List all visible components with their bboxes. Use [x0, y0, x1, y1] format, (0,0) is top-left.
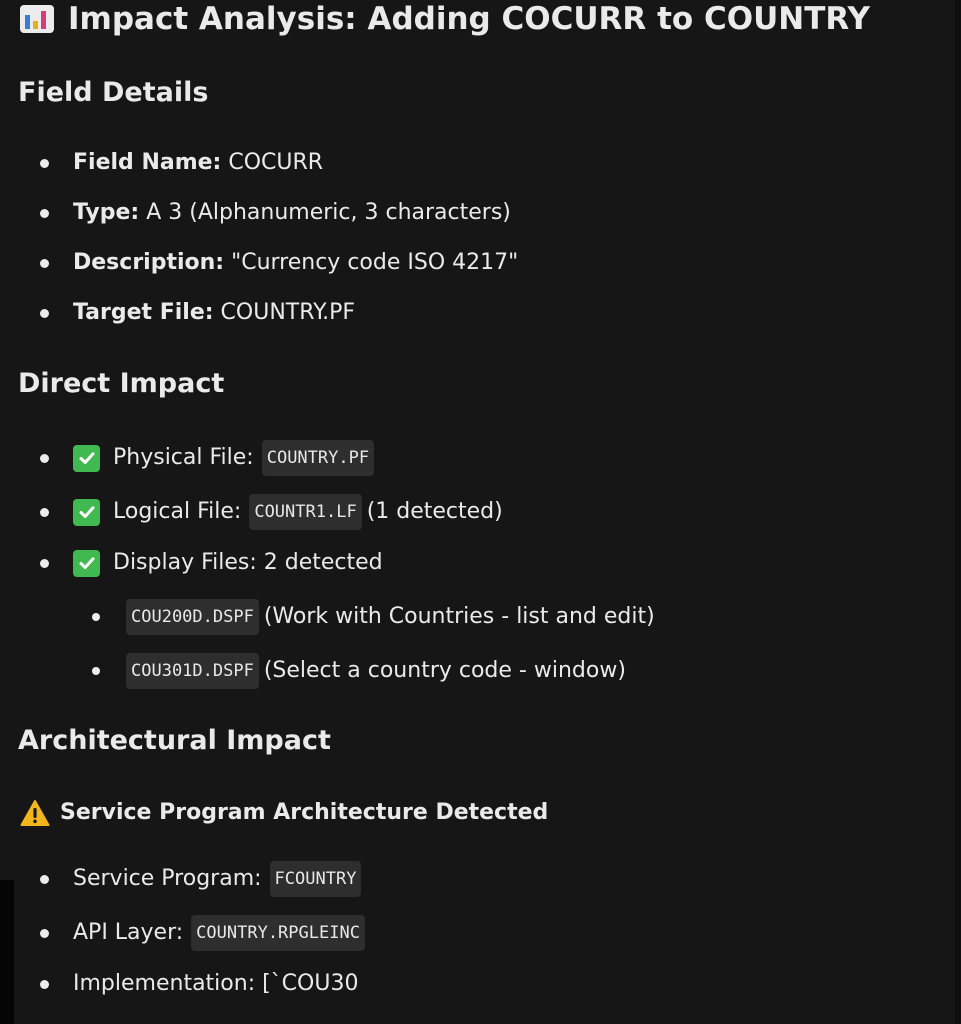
- list-item: [40, 915, 370, 951]
- bullet-icon: [40, 559, 49, 568]
- field-label: Type:: [73, 200, 140, 225]
- item-description: (Work with Countries - list and edit): [263, 604, 655, 629]
- sub-list-item: [92, 653, 626, 689]
- bullet-icon: [40, 929, 49, 938]
- item-suffix: (1 detected): [366, 499, 503, 524]
- bar-chart-icon: [20, 5, 54, 33]
- check-mark-icon: [73, 550, 100, 577]
- code-span: COU200D.DSPF: [126, 599, 259, 635]
- bullet-icon: [40, 309, 49, 318]
- list-item: [40, 494, 503, 530]
- code-span: COU301D.DSPF: [126, 653, 259, 689]
- field-value: COUNTRY.PF: [220, 300, 355, 325]
- section-heading-field-details: Field Details: [18, 77, 209, 108]
- field-value: COCURR: [228, 150, 324, 175]
- code-span: COUNTRY.RPGLEINC: [191, 915, 365, 951]
- section-heading-direct-impact: Direct Impact: [18, 368, 225, 399]
- bullet-icon: [40, 508, 49, 517]
- field-label: Field Name:: [73, 150, 222, 175]
- list-item: [40, 298, 355, 328]
- bullet-icon: [40, 875, 49, 884]
- field-label: Description:: [73, 250, 225, 275]
- list-item: [40, 861, 366, 897]
- code-span: FCOUNTRY: [270, 861, 362, 897]
- item-label: API Layer:: [73, 920, 184, 945]
- list-item: [40, 969, 358, 999]
- field-label: Target File:: [73, 300, 214, 325]
- sub-list-item: [92, 599, 655, 635]
- code-span: COUNTR1.LF: [249, 494, 361, 530]
- check-mark-icon: [73, 499, 100, 526]
- bullet-icon: [40, 259, 49, 268]
- warning-text: Service Program Architecture Detected: [60, 800, 549, 825]
- item-label: Service Program:: [73, 866, 262, 891]
- item-label: Physical File:: [113, 445, 254, 470]
- section-heading-architectural-impact: Architectural Impact: [18, 725, 331, 756]
- bullet-icon: [92, 613, 100, 621]
- bullet-icon: [40, 980, 49, 989]
- field-value: A 3 (Alphanumeric, 3 characters): [146, 200, 511, 225]
- warning-icon: [20, 799, 50, 827]
- list-item: [40, 198, 511, 228]
- list-item: [40, 440, 379, 476]
- check-mark-icon: [73, 445, 100, 472]
- item-label: Implementation: [`COU30: [73, 971, 359, 996]
- item-label: Logical File:: [113, 499, 242, 524]
- item-label: Display Files: 2 detected: [113, 550, 383, 575]
- code-span: COUNTRY.PF: [262, 440, 374, 476]
- bullet-icon: [40, 454, 49, 463]
- list-item: [40, 148, 323, 178]
- bullet-icon: [40, 159, 49, 168]
- page-title-text: Impact Analysis: Adding COCURR to COUNTRY: [68, 1, 870, 37]
- list-item: [40, 248, 518, 278]
- window-edge: [0, 880, 14, 1024]
- warning-heading: [20, 798, 548, 828]
- item-description: (Select a country code - window): [263, 658, 626, 683]
- page-title: [20, 0, 870, 39]
- field-value: "Currency code ISO 4217": [231, 250, 519, 275]
- bullet-icon: [40, 209, 49, 218]
- bullet-icon: [92, 667, 100, 675]
- list-item: [40, 548, 383, 578]
